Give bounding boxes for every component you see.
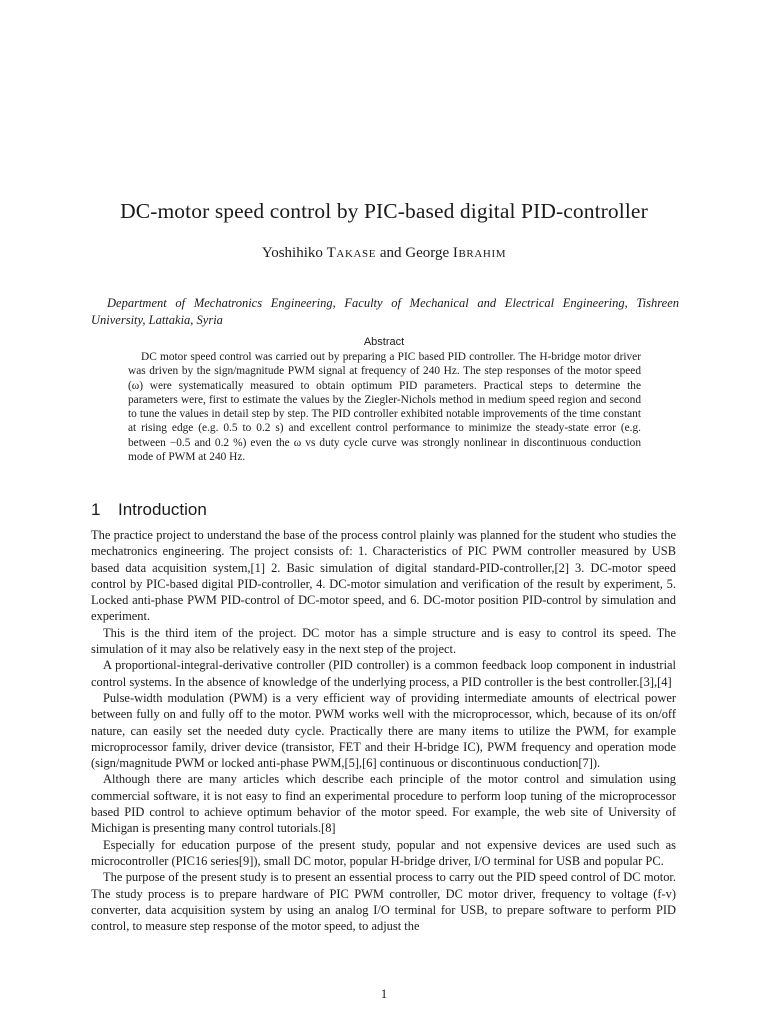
author1-family-name: Takase xyxy=(326,245,377,261)
section-title: Introduction xyxy=(118,500,207,519)
page-number: 1 xyxy=(380,987,388,1001)
author2-given-name: George xyxy=(405,245,450,261)
paragraph: Pulse-width modulation (PWM) is a very efficient way of providing intermediate amounts of electrical power between fully on and fully off to the motor. PWM works well with the microprocessor, which, because of its on/off nature, can easily set the needed duty cycle. Practically there are many items to utilize the PWM, for example microprocessor family, driver device (transistor, FET and their H-bridge IC), PWM frequency and operation mode (sign/magnitude PWM or locked anti-phase PWM,[5],[6] continuous or discontinuous conduction[7]). xyxy=(91,690,676,771)
author2-family-name: Ibrahim xyxy=(452,245,507,261)
author1-given-name: Yoshihiko xyxy=(261,245,323,261)
paragraph: Although there are many articles which describe each principle of the motor control and simulation using commercial software, it is not easy to find an experimental procedure to perform loop tuning of the microprocessor based PID control to achieve optimum behavior of the motor speed. For example, the web site of University of Michigan is presenting many control tutorials.[8] xyxy=(91,772,676,836)
section-number: 1 xyxy=(91,500,101,519)
body-text xyxy=(91,527,676,934)
paragraph: A proportional-integral-derivative controller (PID controller) is a common feedback loop component in industrial control systems. In the absence of knowledge of the underlying process, a PID controller is the best controller.[3],[4] xyxy=(91,658,676,689)
paragraph: This is the third item of the project. DC motor has a simple structure and is easy to control its speed. The simulation of it may also be relatively easy in the next step of the project. xyxy=(91,625,676,657)
abstract-heading: Abstract xyxy=(363,336,405,348)
abstract-text: DC motor speed control was carried out by preparing a PIC based PID controller. The H-bridge motor driver was driven by the sign/magnitude PWM signal at frequency of 240 Hz. The step responses of the motor speed (ω) were systematically measured to obtain optimum PID parameters. Practical steps to determine the parameters were, first to estimate the values by the Ziegler-Nichols method in medium speed region and second to tune the values in detail step by step. The PID controller exhibited notable improvements of the time constant at rising edge (e.g. 0.5 to 0.2 s) and excellent control performance to minimize the steady-state error (e.g. between −0.5 and 0.2 %) even the ω vs duty cycle curve was strongly nonlinear in discontinuous conduction mode of PWM at 240 Hz. xyxy=(128,351,641,464)
paper-title: DC-motor speed control by PIC-based digital PID-controller xyxy=(120,199,648,223)
author-conjunction: and xyxy=(379,245,402,261)
paragraph: Especially for education purpose of the present study, popular and not expensive devices are used such as microcontroller (PIC16 series[9]), small DC motor, popular H-bridge driver, I/O terminal for USB and popular PC. xyxy=(91,837,676,868)
author-line xyxy=(0,245,768,262)
section-heading xyxy=(91,500,207,520)
paragraph: The purpose of the present study is to present an essential process to carry out the PID speed control of DC motor. The study process is to prepare hardware of PIC PWM controller, DC motor driver, frequency to voltage (f-v) converter, data acquisition system by using an analog I/O terminal for USB, to prepare software to perform PID control, to measure step response of the motor speed, to adjust the xyxy=(91,870,676,934)
paragraph: The practice project to understand the base of the process control plainly was planned for the student who studies the mechatronics engineering. The project consists of: 1. Characteristics of PIC PWM controller measured by USB based data acquisition system,[1] 2. Basic simulation of digital standard-PID-controller,[2] 3. DC-motor speed control by PIC-based digital PID-controller, 4. DC-motor simulation and verification of the result by experiment, 5. Locked anti-phase PWM PID-control of DC-motor speed, and 6. DC-motor position PID-control by simulation and experiment. xyxy=(91,528,676,624)
affiliation: Department of Mechatronics Engineering, Faculty of Mechanical and Electrical Engineering, Tishreen University, Lattakia, Syria xyxy=(91,296,679,327)
